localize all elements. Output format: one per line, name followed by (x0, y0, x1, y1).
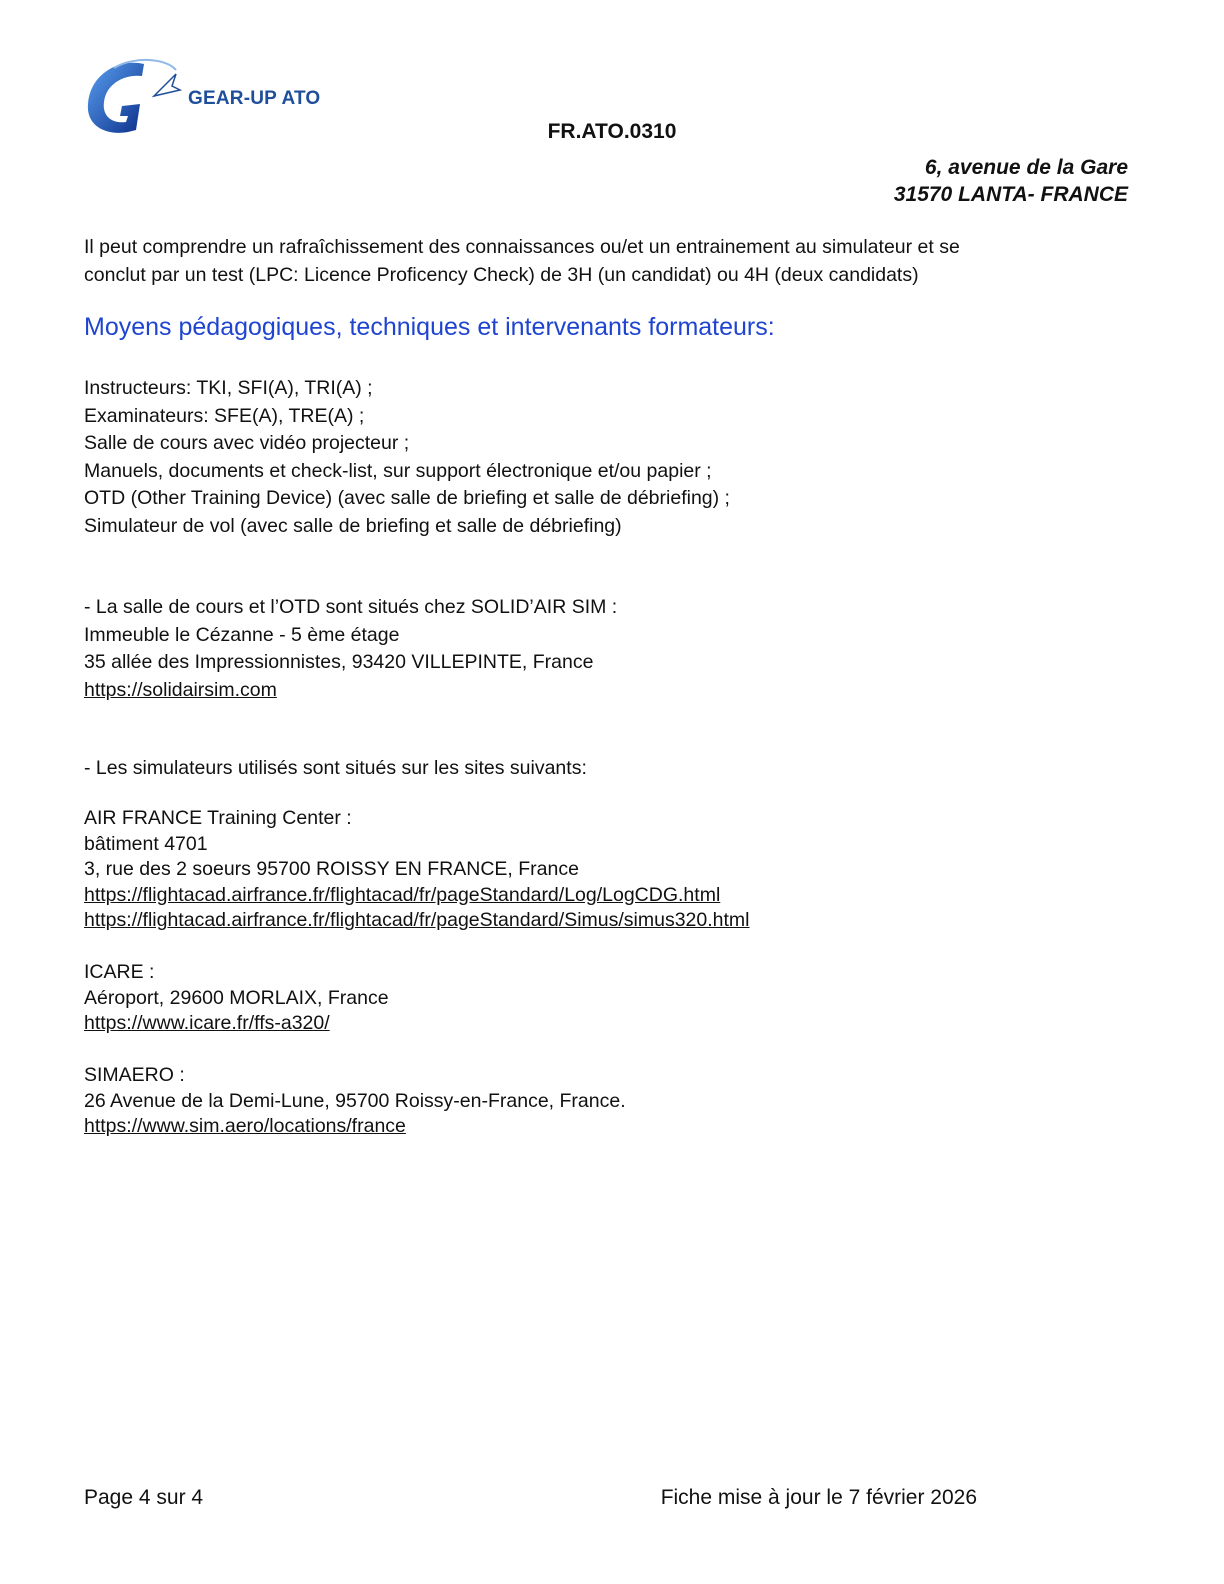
update-date: Fiche mise à jour le 7 février 2026 (660, 1486, 977, 1509)
means-item: OTD (Other Training Device) (avec salle de briefing et salle de débriefing) ; (84, 487, 730, 509)
means-item: Examinateurs: SFE(A), TRE(A) ; (84, 404, 365, 427)
air-france-link-simus[interactable]: https://flightacad.airfrance.fr/flightacad/fr/pageStandard/Simus/simus320.html (84, 909, 750, 932)
page-number: Page 4 sur 4 (84, 1486, 204, 1509)
simulators-intro: - Les simulateurs utilisés sont situés sur les sites suivants: (84, 757, 587, 779)
simaero-line: SIMAERO : (84, 1064, 185, 1086)
simaero-link[interactable]: https://www.sim.aero/locations/france (84, 1115, 406, 1138)
logo-text: GEAR-UP ATO (188, 88, 321, 109)
icare-block (84, 960, 389, 1037)
solidair-block (84, 594, 617, 704)
header-address (894, 154, 1128, 208)
address-line: 6, avenue de la Gare (924, 156, 1128, 179)
solidair-link[interactable]: https://solidairsim.com (84, 678, 277, 701)
means-item: Manuels, documents et check-list, sur support électronique et/ou papier ; (84, 459, 712, 482)
air-france-line: 3, rue des 2 soeurs 95700 ROISSY EN FRANCE, France (84, 858, 579, 881)
air-france-line: bâtiment 4701 (84, 832, 208, 855)
intro-paragraph (84, 234, 960, 289)
means-item: Simulateur de vol (avec salle de briefing et salle de débriefing) (84, 514, 622, 537)
icare-line: Aéroport, 29600 MORLAIX, France (84, 986, 389, 1009)
icare-link[interactable]: https://www.icare.fr/ffs-a320/ (84, 1012, 330, 1035)
icare-line: ICARE : (84, 961, 155, 983)
intro-line: conclut par un test (LPC: Licence Proficency Check) de 3H (un candidat) ou 4H (deux candidats) (84, 263, 919, 286)
section-heading: Moyens pédagogiques, techniques et intervenants formateurs: (84, 313, 775, 341)
document-reference: FR.ATO.0310 (547, 120, 677, 143)
address-line: 31570 LANTA- FRANCE (893, 183, 1128, 206)
intro-line: Il peut comprendre un rafraîchissement des connaissances ou/et un entrainement au simulateur et se (84, 236, 960, 258)
solidair-line: 35 allée des Impressionnistes, 93420 VILLEPINTE, France (84, 651, 594, 673)
means-item: Instructeurs: TKI, SFI(A), TRI(A) ; (84, 377, 373, 399)
means-item: Salle de cours avec vidéo projecteur ; (84, 432, 410, 454)
air-france-block (84, 806, 750, 934)
air-france-link-log[interactable]: https://flightacad.airfrance.fr/flightacad/fr/pageStandard/Log/LogCDG.html (84, 883, 721, 906)
simaero-line: 26 Avenue de la Demi-Lune, 95700 Roissy-en-France, France. (84, 1089, 626, 1112)
air-france-line: AIR FRANCE Training Center : (84, 807, 352, 829)
means-list (84, 375, 730, 540)
simaero-block (84, 1063, 626, 1140)
solidair-line: - La salle de cours et l’OTD sont situés chez SOLID’AIR SIM : (84, 596, 618, 618)
solidair-line: Immeuble le Cézanne - 5 ème étage (84, 623, 400, 646)
